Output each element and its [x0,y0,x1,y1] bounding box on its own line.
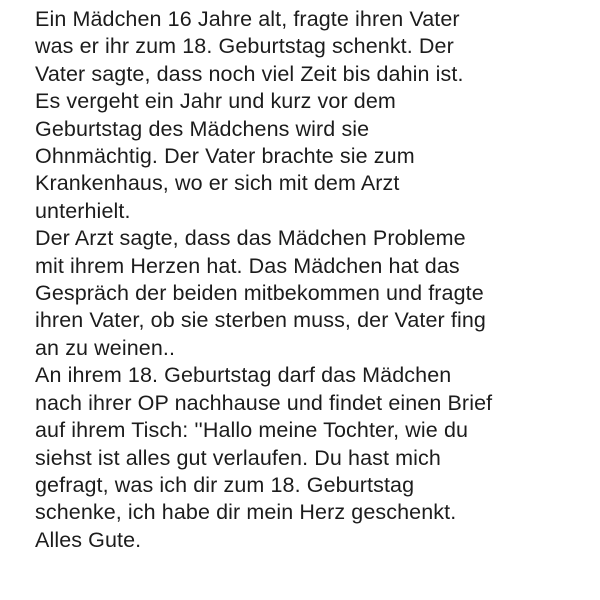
text-line: Geburtstag des Mädchens wird sie [35,116,370,141]
text-line: An ihrem 18. Geburtstag darf das Mädchen [35,363,452,388]
text-line: siehst ist alles gut verlaufen. Du hast mich [35,445,441,470]
text-line: was er ihr zum 18. Geburtstag schenkt. Der [35,34,454,59]
text-line: Ohnmächtig. Der Vater brachte sie zum [35,144,415,169]
text-line: gefragt, was ich dir zum 18. Geburtstag [35,472,415,497]
text-line: ihren Vater, ob sie sterben muss, der Vater fing [35,308,486,333]
text-line: schenke, ich habe dir mein Herz geschenkt. [35,500,457,525]
text-line: nach ihrer OP nachhause und findet einen Brief [35,390,493,415]
text-line: Krankenhaus, wo er sich mit dem Arzt [35,171,400,196]
text-line: mit ihrem Herzen hat. Das Mädchen hat das [35,253,460,278]
story-text [35,6,595,554]
text-line: auf ihrem Tisch: ''Hallo meine Tochter, wie du [35,418,469,443]
text-line: Vater sagte, dass noch viel Zeit bis dahin ist. [35,61,464,86]
text-line: Ein Mädchen 16 Jahre alt, fragte ihren Vater [35,7,460,31]
text-line: Der Arzt sagte, dass das Mädchen Probleme [35,226,466,251]
text-line: an zu weinen.. [35,335,176,360]
text-line: Gespräch der beiden mitbekommen und fragte [35,281,484,306]
text-line: unterhielt. [35,198,131,223]
text-line: Alles Gute. [35,527,142,552]
text-line: Es vergeht ein Jahr und kurz vor dem [35,89,396,114]
